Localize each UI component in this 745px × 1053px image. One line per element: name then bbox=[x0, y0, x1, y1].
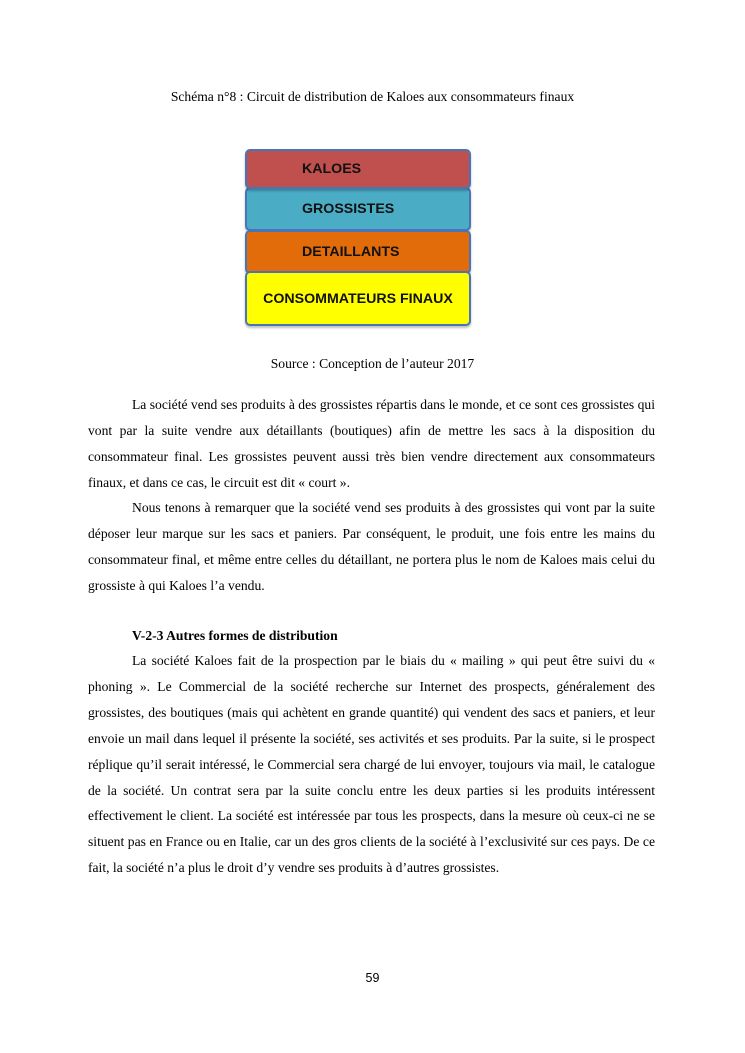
distribution-diagram bbox=[245, 149, 471, 327]
diagram-box-label: DETAILLANTS bbox=[302, 244, 400, 260]
schema-title: Schéma n°8 : Circuit de distribution de Kaloes aux consommateurs finaux bbox=[170, 89, 575, 104]
diagram-box-kaloes bbox=[245, 149, 471, 189]
body-paragraph: La société Kaloes fait de la prospection par le biais du « mailing » qui peut être suivi du « phoning ». Le Commercial de la société recherche sur Internet des prospects, généralement des grossistes, des boutiques (mais qui achètent en grande quantité) qui vendent des sacs et paniers, et leur envoie un mail dans lequel il présente la société, ses activités et ses produits. Par la suite, si le prospect réplique qu’il serait intéressé, le Commercial sera chargé de lui envoyer, toujours via mail, le catalogue de la société. Un contrat sera par la suite conclu entre les deux parties si les produits intéressent effectivement le client. La société est intéressée par tous les prospects, dans la mesure où ceux-ci ne se situent pas en France ou en Italie, car un des gros clients de la société à l’exclusivité sur ces pays. De ce fait, la société n’a plus le droit d’y vendre ses produits à d’autres grossistes. bbox=[88, 653, 655, 876]
diagram-box-consommateurs-finaux bbox=[245, 271, 471, 326]
body-paragraph: La société vend ses produits à des grossistes répartis dans le monde, et ce sont ces grossistes qui vont par la suite vendre aux détaillants (boutiques) afin de mettre les sacs à la disposition du consommateur final. Les grossistes peuvent aussi très bien vendre directement aux consommateurs finaux, et dans ce cas, le circuit est dit « court ». bbox=[88, 397, 655, 490]
diagram-box-detaillants bbox=[245, 230, 471, 274]
diagram-box-label: KALOES bbox=[302, 161, 362, 177]
section-heading: V-2-3 Autres formes de distribution bbox=[132, 628, 338, 643]
diagram-box-label: GROSSISTES bbox=[302, 201, 395, 217]
page-number: 59 bbox=[365, 971, 380, 985]
diagram-box-label: CONSOMMATEURS FINAUX bbox=[263, 290, 453, 307]
body-paragraph: Nous tenons à remarquer que la société vend ses produits à des grossistes qui vont par la suite déposer leur marque sur les sacs et paniers. Par conséquent, le produit, une fois entre les mains du consommateur final, et même entre celles du détaillant, ne portera plus le nom de Kaloes mais celui du grossiste à qui Kaloes l’a vendu. bbox=[88, 500, 655, 593]
diagram-box-grossistes bbox=[245, 187, 471, 231]
source-caption: Source : Conception de l’auteur 2017 bbox=[270, 356, 475, 371]
